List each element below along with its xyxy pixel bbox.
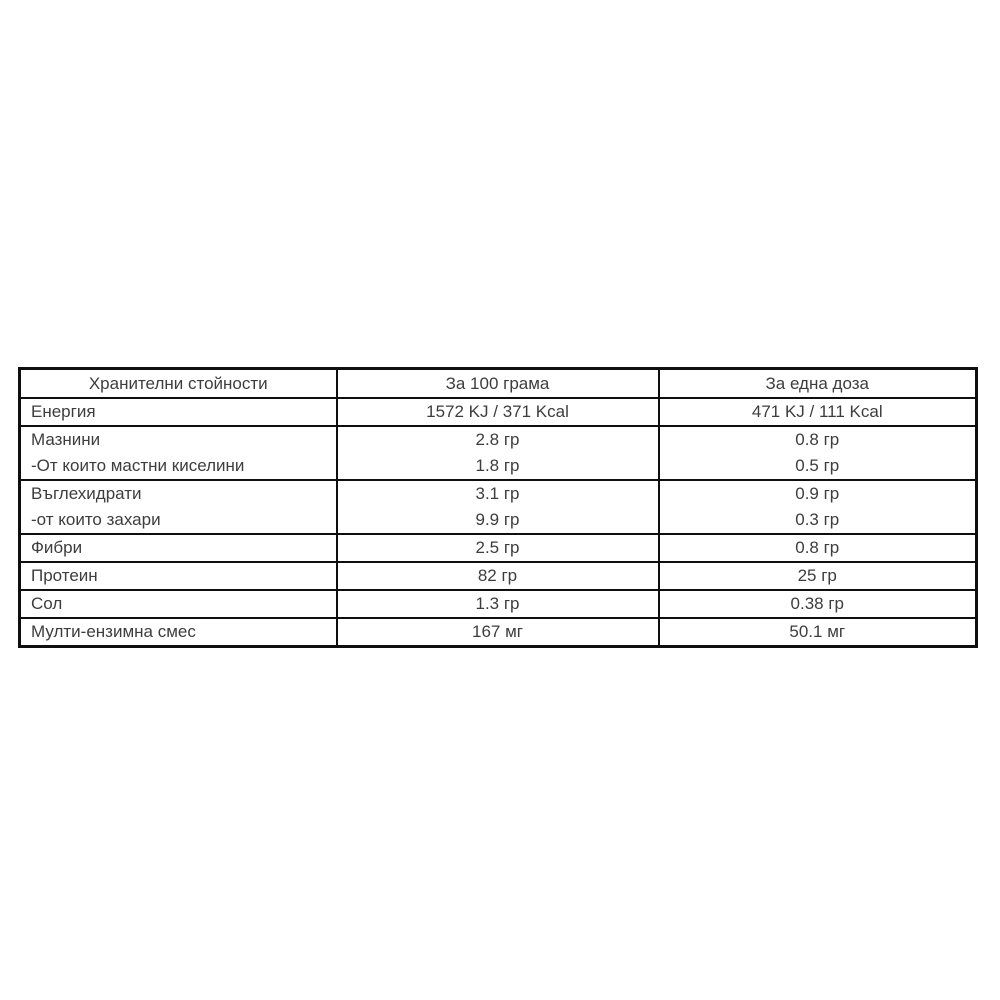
table-row-salt [20,590,977,618]
table-row-fiber [20,534,977,562]
nutrition-table-container [18,367,978,648]
nutrient-label: Фибри [20,534,337,562]
header-per-dose: За една доза [659,369,977,399]
value-per-dose: 0.8 гр [659,534,977,562]
table-row-fats [20,426,977,480]
table-row-protein [20,562,977,590]
table-row-energy [20,398,977,426]
value-per-dose: 25 гр [659,562,977,590]
nutrient-label: Мулти-ензимна смес [20,618,337,647]
nutrient-label: Енергия [20,398,337,426]
table-header-row [20,369,977,399]
nutrient-label: Протеин [20,562,337,590]
value-per-100g: 82 гр [337,562,659,590]
table-row-multi-enzyme-blend [20,618,977,647]
table-row-carbohydrates [20,480,977,534]
header-nutrition-values: Хранителни стойности [20,369,337,399]
header-per-100g: За 100 грама [337,369,659,399]
value-per-100g: 3.1 гр 9.9 гр [337,480,659,534]
value-per-dose: 50.1 мг [659,618,977,647]
value-per-100g: 167 мг [337,618,659,647]
nutrient-label: Сол [20,590,337,618]
value-per-100g: 2.8 гр 1.8 гр [337,426,659,480]
value-per-100g: 2.5 гр [337,534,659,562]
nutrient-label: Въглехидрати -от които захари [20,480,337,534]
value-per-100g: 1572 KJ / 371 Kcal [337,398,659,426]
value-per-dose: 0.8 гр 0.5 гр [659,426,977,480]
nutrient-label: Мазнини -От които мастни киселини [20,426,337,480]
value-per-dose: 0.38 гр [659,590,977,618]
value-per-100g: 1.3 гр [337,590,659,618]
value-per-dose: 471 KJ / 111 Kcal [659,398,977,426]
value-per-dose: 0.9 гр 0.3 гр [659,480,977,534]
nutrition-table [18,367,978,648]
